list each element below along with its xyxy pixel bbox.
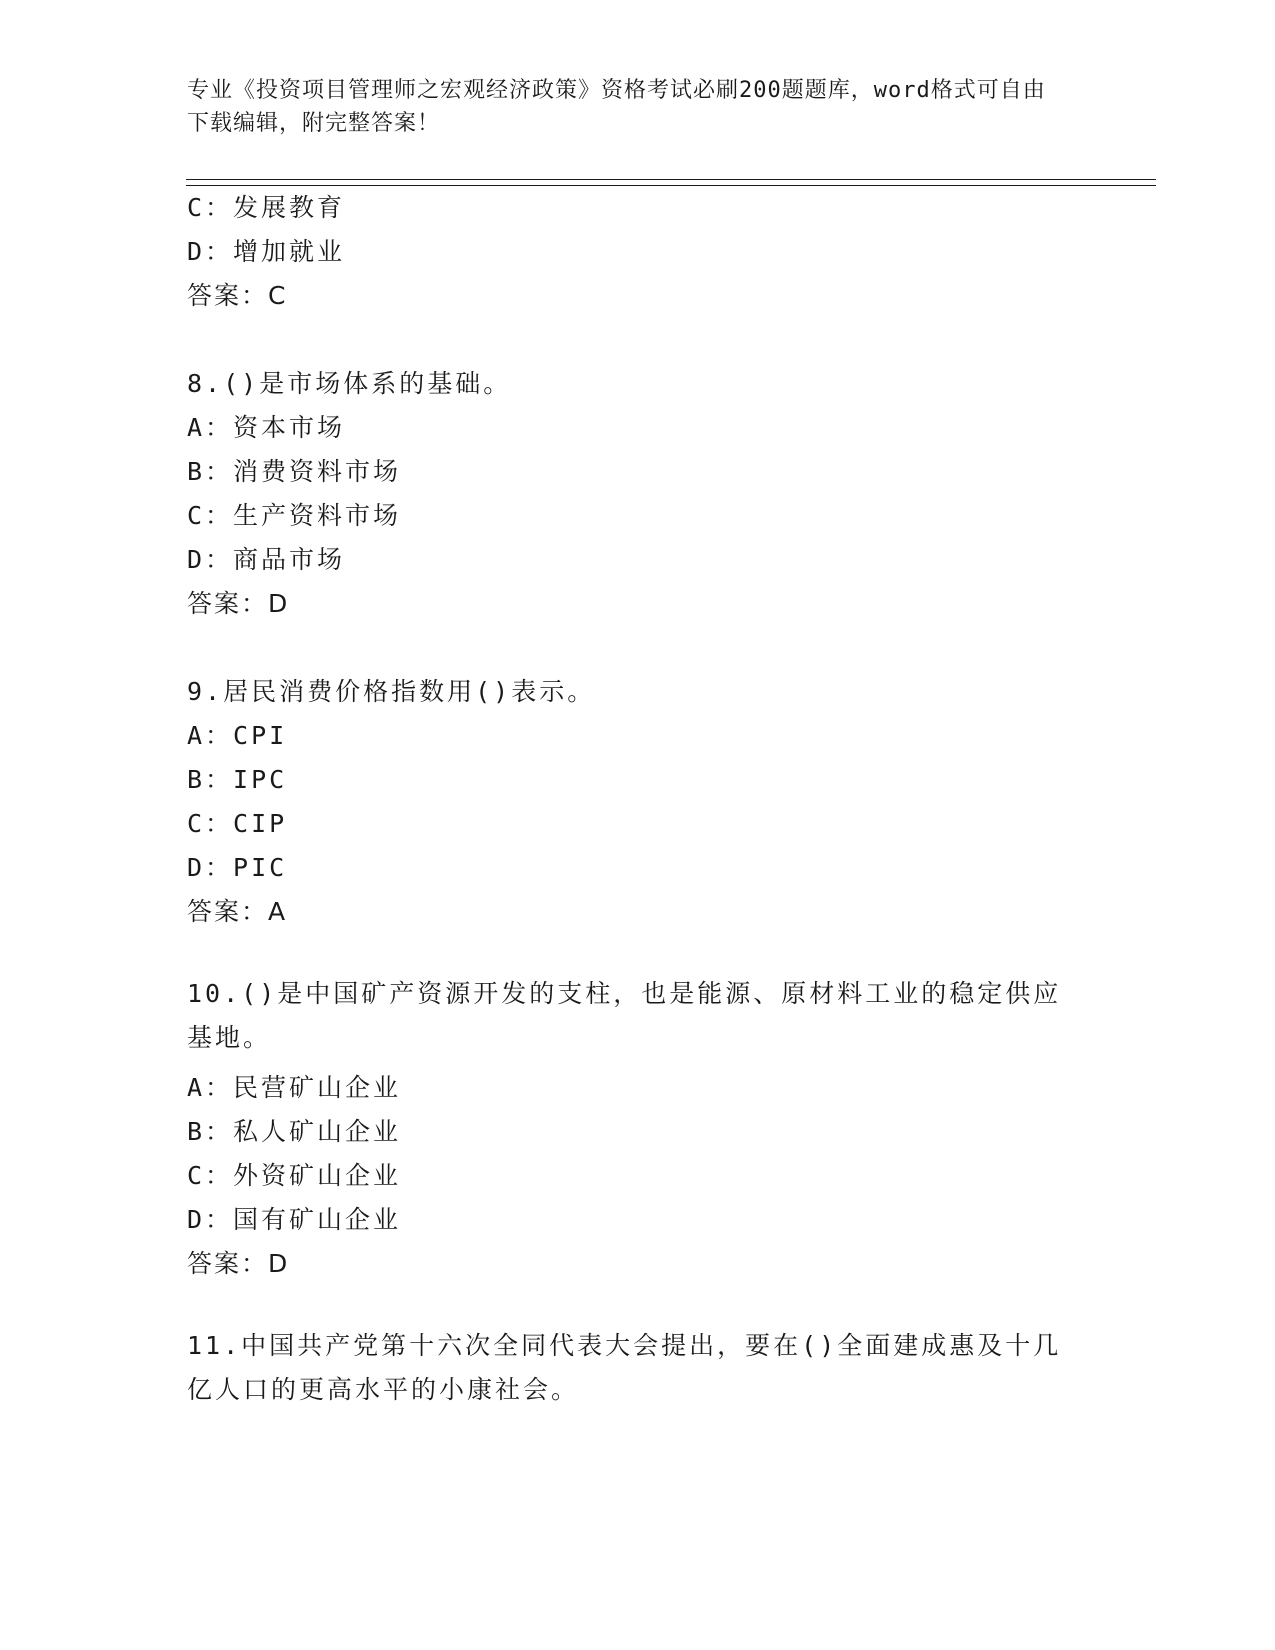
question-10-option-b: B：私人矿山企业 <box>187 1117 402 1146</box>
option-d: D：增加就业 <box>187 237 346 266</box>
question-8-option-b: B：消费资料市场 <box>187 457 402 486</box>
question-8-option-a: A：资本市场 <box>187 413 346 442</box>
question-9-option-b: B：IPC <box>187 765 288 794</box>
option-c: C：发展教育 <box>187 193 346 222</box>
question-9-option-d: D：PIC <box>187 853 288 882</box>
question-9-option-c: C：CIP <box>187 809 288 838</box>
question-10-answer: 答案：D <box>187 1249 290 1278</box>
question-8-stem: 8.()是市场体系的基础。 <box>187 369 512 398</box>
question-9-option-a: A：CPI <box>187 721 288 750</box>
question-8-option-c: C：生产资料市场 <box>187 501 402 530</box>
question-8-option-d: D：商品市场 <box>187 545 346 574</box>
question-10-option-d: D：国有矿山企业 <box>187 1205 402 1234</box>
header-divider-bottom <box>186 185 1156 186</box>
question-10-option-a: A：民营矿山企业 <box>187 1073 402 1102</box>
question-10-stem: 10.()是中国矿产资源开发的支柱，也是能源、原材料工业的稳定供应基地。 <box>187 979 1062 1052</box>
header-divider-top <box>186 179 1156 180</box>
question-11-stem: 11.中国共产党第十六次全同代表大会提出，要在()全面建成惠及十几亿人口的更高水平的小康社会。 <box>187 1331 1062 1404</box>
question-10-option-c: C：外资矿山企业 <box>187 1161 402 1190</box>
question-9-answer: 答案：A <box>187 897 288 926</box>
document-header: 专业《投资项目管理师之宏观经济政策》资格考试必刷200题题库，word格式可自由下载编辑，附完整答案！ <box>187 78 1046 136</box>
question-9-stem: 9.居民消费价格指数用()表示。 <box>187 677 596 706</box>
question-8-answer: 答案：D <box>187 589 290 618</box>
answer-line: 答案：C <box>187 281 288 310</box>
